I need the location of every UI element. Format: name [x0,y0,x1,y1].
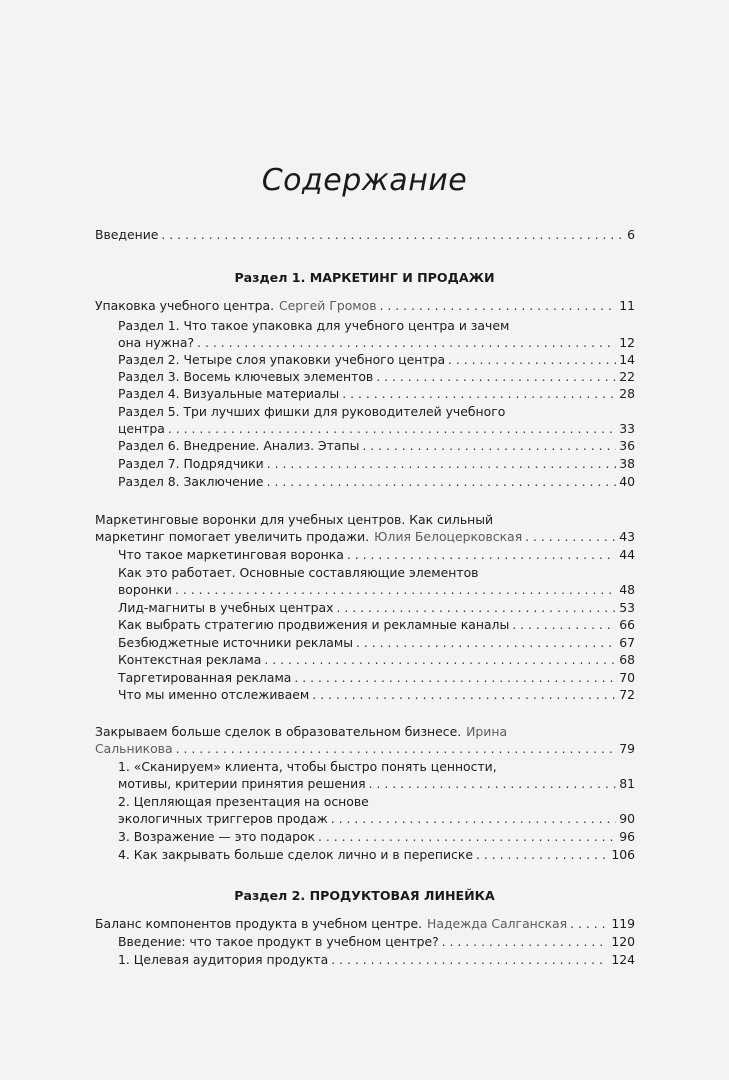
toc-page-number: 70 [619,670,635,685]
leader-dots [476,846,608,863]
toc-entry-text: Раздел 1. Что такое упаковка для учебного центра и зачем [118,318,510,333]
leader-dots [380,297,617,314]
toc-page-number: 119 [611,916,635,931]
toc-page-number: 43 [619,529,635,544]
toc-entry-text: Раздел 3. Восемь ключевых элементов [118,369,374,384]
toc-entry-text: Введение [95,227,159,242]
toc-page-number: 14 [619,352,635,367]
toc-entry-text: она нужна? [118,335,195,350]
toc-page-number: 96 [619,829,635,844]
leader-dots [318,828,616,845]
toc-page-number: 33 [619,421,635,436]
toc-page-number: 44 [619,547,635,562]
leader-dots [512,616,616,633]
toc-entry-intro[interactable] [95,226,635,243]
toc-entry[interactable] [118,317,635,334]
leader-dots [362,437,616,454]
leader-dots [267,455,616,472]
toc-entry-text: центра [118,421,165,436]
toc-entry-text: Баланс компонентов продукта в учебном центре. [95,916,423,931]
toc-entry-text: Как это работает. Основные составляющие элементов [118,565,479,580]
leader-dots [442,933,609,950]
toc-chapter[interactable] [95,740,635,757]
leader-dots [570,915,608,932]
toc-entry[interactable] [118,758,635,775]
toc-entry[interactable] [118,437,635,454]
toc-entry-text: мотивы, критерии принятия решения [118,776,366,791]
toc-entry[interactable] [118,933,635,950]
toc-chapter[interactable] [95,723,635,740]
leader-dots [294,669,616,686]
toc-page-number: 67 [619,635,635,650]
toc-entry[interactable] [118,828,635,845]
toc-chapter[interactable] [95,297,635,314]
toc-entry[interactable] [118,846,635,863]
leader-dots [376,368,616,385]
toc-entry-text: Контекстная реклама [118,652,262,667]
leader-dots [525,528,616,545]
toc-entry-text: Как выбрать стратегию продвижения и рекламные каналы [118,617,510,632]
toc-page-number: 48 [619,582,635,597]
leader-dots [448,351,616,368]
leader-dots [161,226,624,243]
toc-entry[interactable] [118,634,635,651]
toc-entry[interactable] [118,403,635,420]
leader-dots [331,810,616,827]
toc-entry-text: Что такое маркетинговая воронка [118,547,344,562]
toc-entry-text: Лид-магниты в учебных центрах [118,600,334,615]
toc-page-number: 40 [619,474,635,489]
toc-entry[interactable] [118,599,635,616]
toc-page-number: 106 [611,847,635,862]
toc-entry-text: Маркетинговые воронки для учебных центров. Как сильный [95,512,494,527]
toc-author: Сальникова [95,741,173,756]
toc-entry-text: экологичных триггеров продаж [118,811,328,826]
toc-entry[interactable] [118,810,635,827]
toc-entry[interactable] [118,420,635,437]
toc-author: Юлия Белоцерковская [374,529,523,544]
toc-entry-text: 4. Как закрывать больше сделок лично и в переписке [118,847,473,862]
toc-page-number: 38 [619,456,635,471]
leader-dots [175,581,616,598]
toc-entry[interactable] [118,351,635,368]
toc-entry[interactable] [118,564,635,581]
toc-entry[interactable] [118,455,635,472]
toc-entry[interactable] [118,616,635,633]
toc-entry[interactable] [118,368,635,385]
toc-entry-text: Раздел 6. Внедрение. Анализ. Этапы [118,438,360,453]
toc-entry[interactable] [118,334,635,351]
toc-entry-text: воронки [118,582,172,597]
toc-entry-text: Упаковка учебного центра. [95,298,275,313]
toc-entry-text: Таргетированная реклама [118,670,292,685]
toc-entry[interactable] [118,546,635,563]
toc-entry[interactable] [118,473,635,490]
toc-page-number: 53 [619,600,635,615]
toc-chapter[interactable] [95,511,635,528]
toc-entry-text: Раздел 8. Заключение [118,474,264,489]
toc-entry-text: 1. Целевая аудитория продукта [118,952,329,967]
toc-entry-text: 3. Возражение — это подарок [118,829,316,844]
leader-dots [347,546,616,563]
toc-entry[interactable] [118,686,635,703]
toc-page-number: 81 [619,776,635,791]
toc-page-number: 124 [611,952,635,967]
toc-page-number: 66 [619,617,635,632]
section-heading: Раздел 2. ПРОДУКТОВАЯ ЛИНЕЙКА [234,888,495,903]
toc-chapter[interactable] [95,528,635,545]
leader-dots [356,634,616,651]
toc-page-number: 12 [619,335,635,350]
toc-page-number: 11 [619,298,635,313]
toc-entry-text: Введение: что такое продукт в учебном центре? [118,934,439,949]
toc-entry-text: Безбюджетные источники рекламы [118,635,354,650]
toc-page-number: 36 [619,438,635,453]
toc-page-number: 68 [619,652,635,667]
toc-author: Надежда Салганская [427,916,568,931]
toc-page-number: 22 [619,369,635,384]
toc-entry-text: 2. Цепляющая презентация на основе [118,794,369,809]
leader-dots [312,686,616,703]
toc-entry[interactable] [118,793,635,810]
toc-entry[interactable] [118,581,635,598]
leader-dots [336,599,616,616]
leader-dots [197,334,616,351]
toc-entry-text: Раздел 7. Подрядчики [118,456,264,471]
toc-chapter[interactable] [95,915,635,932]
leader-dots [267,473,617,490]
toc-entry[interactable] [118,385,635,402]
toc-page-number: 28 [619,386,635,401]
toc-entry-text: Раздел 4. Визуальные материалы [118,386,340,401]
toc-entry-text: Что мы именно отслеживаем [118,687,310,702]
toc-entry-text: маркетинг помогает увеличить продажи. [95,529,370,544]
toc-author: Сергей Громов [279,298,377,313]
leader-dots [331,951,608,968]
toc-page-number: 6 [627,227,635,242]
toc-entry-text: Раздел 2. Четыре слоя упаковки учебного центра [118,352,446,367]
leader-dots [264,651,616,668]
toc-entry[interactable] [118,775,635,792]
leader-dots [369,775,617,792]
toc-entry[interactable] [118,951,635,968]
toc-author: Ирина [466,724,508,739]
toc-entry-text: 1. «Сканируем» клиента, чтобы быстро понять ценности, [118,759,497,774]
toc-page-number: 79 [619,741,635,756]
page-title: Содержание [261,163,468,198]
toc-page-number: 120 [611,934,635,949]
leader-dots [168,420,616,437]
toc-entry[interactable] [118,651,635,668]
toc-page-number: 72 [619,687,635,702]
toc-entry-text: Закрываем больше сделок в образовательном бизнесе. [95,724,462,739]
toc-entry[interactable] [118,669,635,686]
section-heading: Раздел 1. МАРКЕТИНГ И ПРОДАЖИ [234,270,495,285]
leader-dots [176,740,617,757]
toc-page-number: 90 [619,811,635,826]
toc-entry-text: Раздел 5. Три лучших фишки для руководителей учебного [118,404,506,419]
leader-dots [342,385,616,402]
